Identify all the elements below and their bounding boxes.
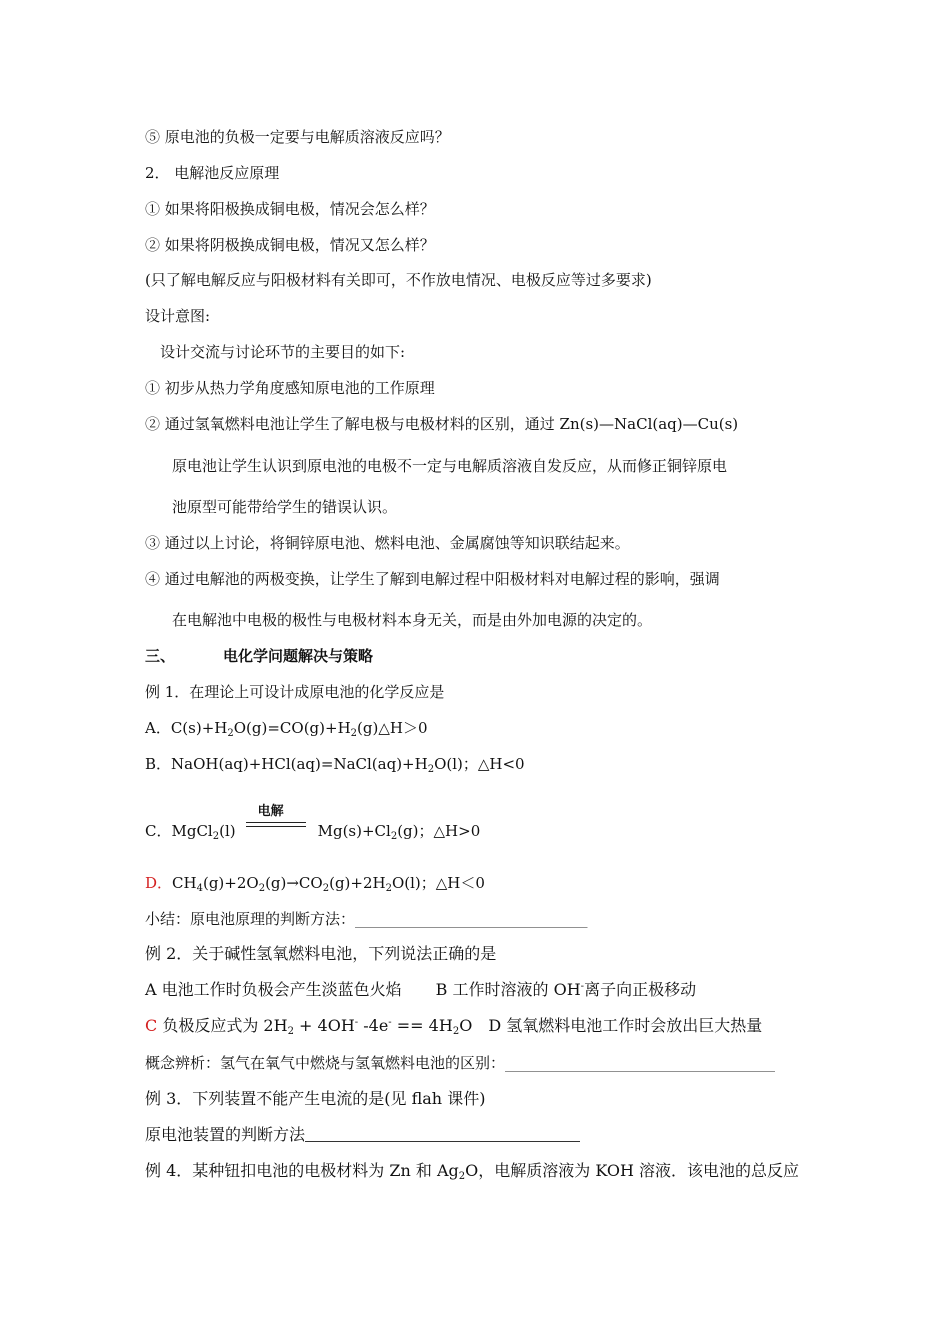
subscript: 2 [390,831,398,842]
design-intent-label: 设计意图: [145,307,211,325]
example-4-text: O，电解质溶液为 KOH 溶液．该电池的总反应 [465,1161,800,1180]
superscript: - [388,1017,392,1028]
section-title: 电化学问题解决与策略 [223,647,374,665]
intent-2: ② 通过氢氧燃料电池让学生了解电极与电极材料的区别，通过 Zn(s)—NaCl(aq)—Cu(s) [145,415,739,433]
option-a [145,718,428,738]
concept-analysis-text: 概念辨析：氢气在氧气中燃烧与氢氧燃料电池的区别： [145,1054,506,1072]
example-1: 例 1．在理论上可设计成原电池的化学反应是 [145,683,445,701]
option-c [145,804,481,842]
option-a-text: O(g)=CO(g)+H [233,719,351,737]
option-a-text: A．C(s)+H [145,719,228,737]
electrolysis-label: 电解 [257,804,284,819]
option-d-text: (g)→CO [265,874,323,892]
subscript: 2 [258,883,266,894]
example-4-text: 例 4．某种钮扣电池的电极材料为 Zn 和 Ag [145,1161,459,1180]
summary-1 [145,909,588,929]
option-c-text: 负极反应式为 2H [157,1016,288,1035]
option-c-letter: C [145,1016,158,1035]
option-d-text: D 氢氧燃料电池工作时会放出巨大热量 [488,1016,763,1035]
answer-blank [305,1127,580,1142]
subscript: 2 [452,1026,460,1037]
intent-2-cont2: 池原型可能带给学生的错误认识。 [172,498,398,516]
example-2: 例 2．关于碱性氢氧燃料电池，下列说法正确的是 [145,944,497,963]
option-a-text: (g)△H＞0 [357,719,428,737]
example-3-method [145,1125,580,1145]
section-number: 三、 [145,647,176,665]
subscript: 2 [458,1171,466,1182]
note-requirements: (只了解电解反应与阳极材料有关即可，不作放电情况、电极反应等过多要求) [145,271,652,289]
example-3-method-text: 原电池装置的判断方法 [145,1125,306,1144]
question-5: ⑤ 原电池的负极一定要与电解质溶液反应吗？ [145,128,450,146]
question-anode-copper: ① 如果将阳极换成铜电极，情况会怎么样？ [145,200,435,218]
subscript: 2 [350,728,358,739]
option-a-text: A 电池工作时负极会产生淡蓝色火焰 [145,980,402,999]
subscript: 2 [322,883,330,894]
summary-1-text: 小结：原电池原理的判断方法： [145,910,356,928]
superscript: - [580,981,585,992]
option-c-text: (l) [219,822,236,840]
answer-blank: ____________________________________ [505,1054,776,1072]
design-intent-intro: 设计交流与讨论环节的主要目的如下: [160,343,406,361]
subscript: 2 [287,1026,294,1037]
intent-4-cont: 在电解池中电极的极性与电极材料本身无关，而是由外加电源的决定的。 [172,611,653,629]
question-cathode-copper: ② 如果将阴极换成铜电极，情况又怎么样？ [145,236,435,254]
section-heading [145,646,373,666]
option-c-text: Mg(s)+Cl [317,822,391,840]
subscript: 2 [385,883,392,894]
option-c-text: (g)；△H>0 [397,822,481,840]
option-d-text: (g)+2O [202,874,259,892]
example-2-options-cd [145,1016,762,1036]
option-b [145,754,525,774]
superscript: - [354,1017,359,1028]
intent-4: ④ 通过电解池的两极变换，让学生了解到电解过程中阳极材料对电解过程的影响，强调 [145,570,720,588]
option-d-letter: D． [145,874,173,892]
subscript: 2 [212,831,220,842]
heading-electrolysis-principle: 2． 电解池反应原理 [145,164,280,182]
option-c-text: O [459,1016,473,1035]
option-c-text: C．MgCl [145,822,213,840]
example-2-options-ab [145,980,696,1000]
option-b-text: O(l)；△H<0 [434,755,525,773]
subscript: 2 [427,764,435,775]
example-3: 例 3．下列装置不能产生电流的是(见 flah 课件) [145,1089,486,1108]
option-c-text: == 4H [391,1016,453,1035]
intent-1: ① 初步从热力学角度感知原电池的工作原理 [145,379,435,397]
subscript: 4 [196,883,203,894]
option-b-text: B．NaOH(aq)+HCl(aq)=NaCl(aq)+H [145,755,428,773]
subscript: 2 [227,728,234,739]
option-d-text: CH [172,874,197,892]
option-d-text: O(l)；△H＜0 [391,874,485,892]
concept-analysis [145,1053,775,1073]
option-c-text: -4e [358,1016,389,1035]
intent-3: ③ 通过以上讨论，将铜锌原电池、燃料电池、金属腐蚀等知识联结起来。 [145,534,630,552]
option-d [145,873,485,893]
electrolysis-arrow [246,804,306,838]
intent-2-cont: 原电池让学生认识到原电池的电极不一定与电解质溶液自发反应，从而修正铜锌原电 [172,457,728,475]
answer-blank: _______________________________ [355,910,588,928]
option-c-text: + 4OH [293,1016,355,1035]
option-d-text: (g)+2H [329,874,386,892]
example-4 [145,1161,799,1181]
option-b-text: B 工作时溶液的 OH [435,980,581,999]
option-b-text: 离子向正极移动 [584,980,697,999]
